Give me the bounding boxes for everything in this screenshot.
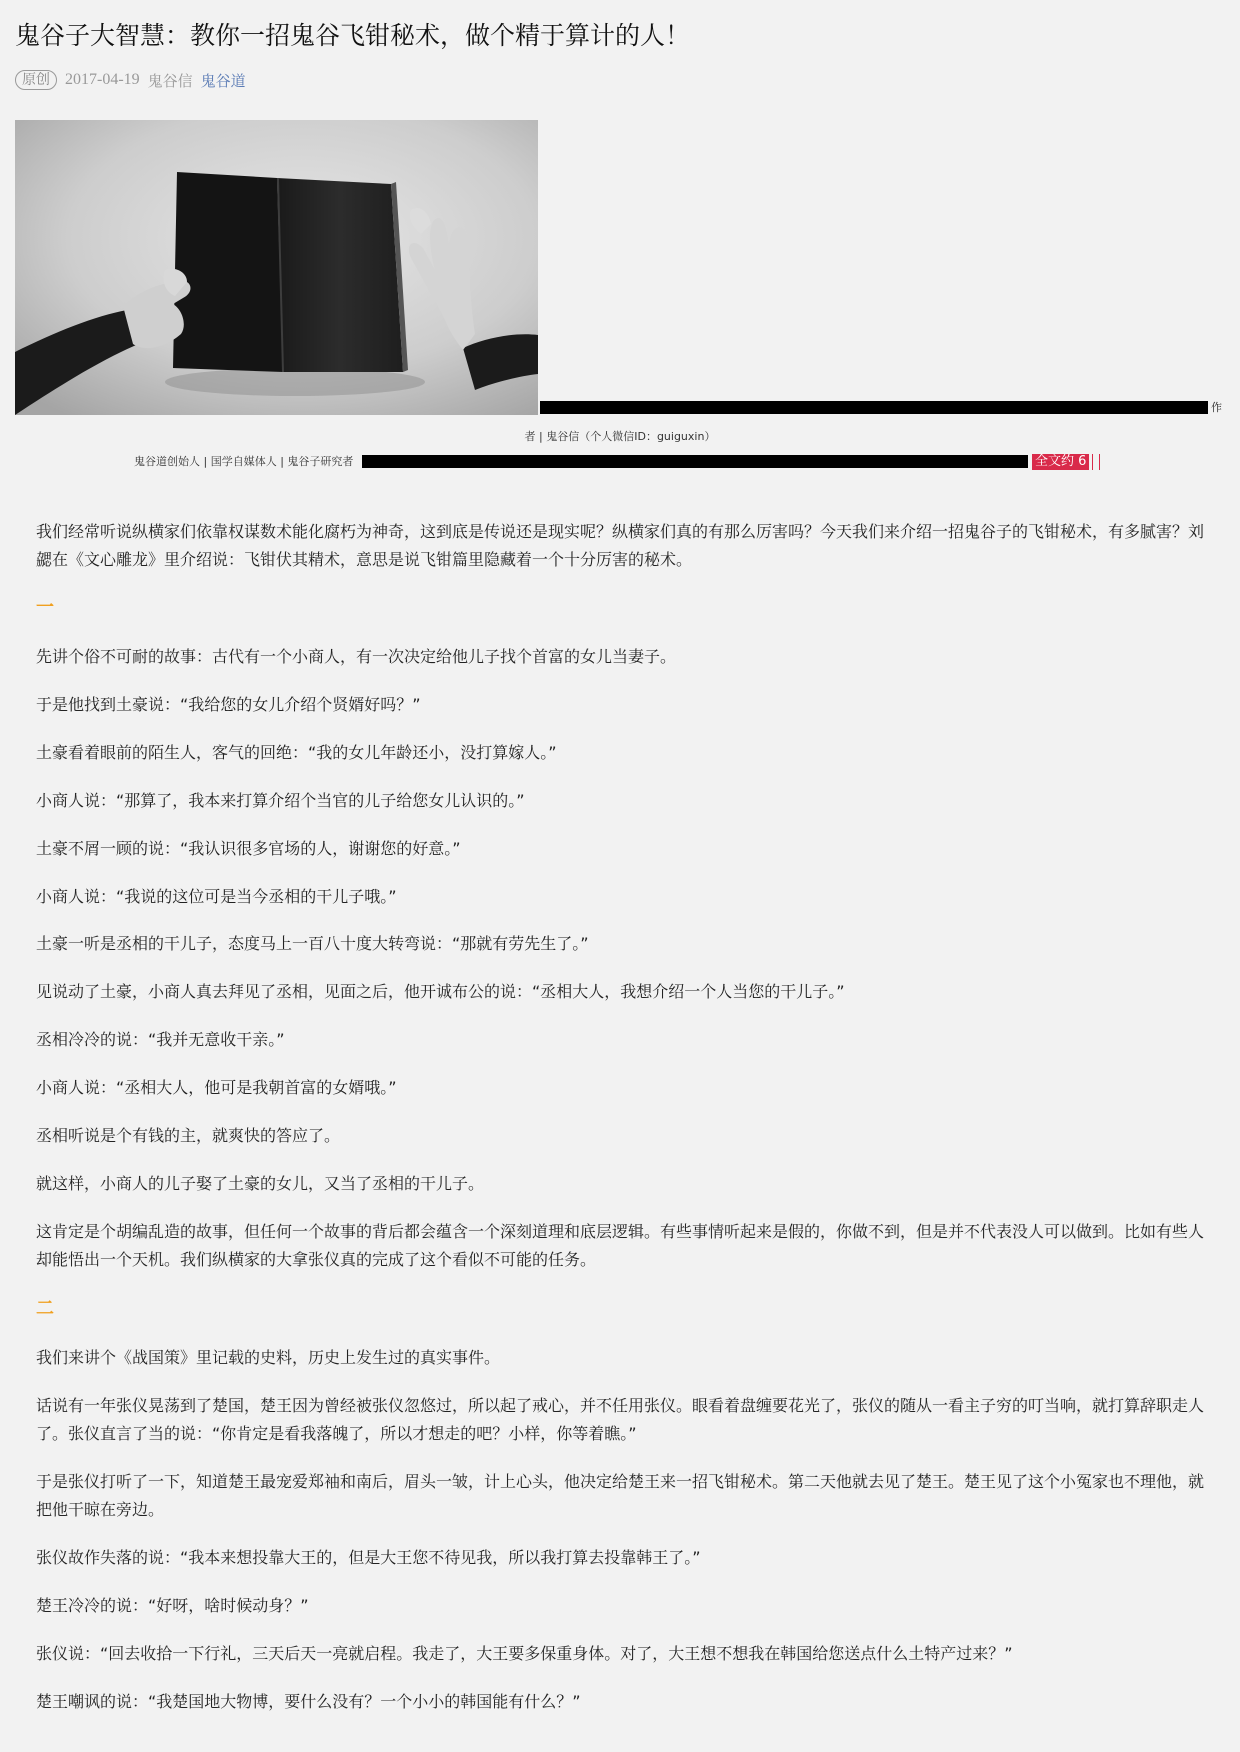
paragraph: 先讲个俗不可耐的故事：古代有一个小商人，有一次决定给他儿子找个首富的女儿当妻子。 [36, 647, 677, 666]
paragraph: 丞相冷冷的说：“我并无意收干亲。” [36, 1030, 285, 1049]
paragraph: 土豪看着眼前的陌生人，客气的回绝：“我的女儿年龄还小，没打算嫁人。” [36, 743, 557, 762]
paragraph: 丞相听说是个有钱的主，就爽快的答应了。 [36, 1126, 341, 1145]
article-title: 鬼谷子大智慧：教你一招鬼谷飞钳秘术，做个精于算计的人！ [15, 21, 691, 50]
paragraph: 土豪一听是丞相的干儿子，态度马上一百八十度大转弯说：“那就有劳先生了。” [36, 934, 589, 953]
paragraph: 见说动了土豪，小商人真去拜见了丞相，见面之后，他开诚布公的说：“丞相大人，我想介绍一个人当您的干儿子。” [36, 982, 845, 1001]
publish-date: 2017-04-19 [65, 71, 140, 88]
paragraph: 话说有一年张仪晃荡到了楚国，楚王因为曾经被张仪忽悠过，所以起了戒心，并不任用张仪。眼看着盘缠要花光了，张仪的随从一看主子穷的叮当响，就打算辞职走人了。张仪直言了当的说：“你肯定是看我落魄了，所以才想走的吧？小样，你等着瞧。” [36, 1396, 1205, 1443]
paragraph: 于是他找到土豪说：“我给您的女儿介绍个贤婿好吗？” [36, 695, 421, 714]
account-link[interactable]: 鬼谷道 [200, 71, 246, 90]
article-meta [15, 68, 246, 92]
paragraph: 于是张仪打听了一下，知道楚王最宠爱郑袖和南后，眉头一皱，计上心头，他决定给楚王来一招飞钳秘术。第二天他就去见了楚王。楚王见了这个小冤家也不理他，就把他干晾在旁边。 [36, 1472, 1205, 1519]
paragraph: 小商人说：“那算了，我本来打算介绍个当官的儿子给您女儿认识的。” [36, 791, 525, 810]
paragraph: 张仪说：“回去收拾一下行礼，三天后天一亮就启程。我走了，大王要多保重身体。对了，大王想不想我在韩国给您送点什么土特产过来？” [36, 1644, 1013, 1663]
paragraph: 就这样，小商人的儿子娶了土豪的女儿，又当了丞相的干儿子。 [36, 1174, 485, 1193]
redaction-bar-2 [362, 455, 1028, 468]
section-number-one: 一 [36, 597, 54, 618]
paragraph: 楚王嘲讽的说：“我楚国地大物博，要什么没有？一个小小的韩国能有什么？” [36, 1692, 581, 1711]
original-badge: 原创 [15, 70, 57, 90]
paragraph: 这肯定是个胡编乱造的故事，但任何一个故事的背后都会蕴含一个深刻道理和底层逻辑。有些事情听起来是假的，你做不到，但是并不代表没人可以做到。比如有些人却能悟出一个天机。我们纵横家的大拿张仪真的完成了这个看似不可能的任务。 [36, 1222, 1205, 1269]
paragraph: 小商人说：“我说的这位可是当今丞相的干儿子哦。” [36, 887, 397, 906]
paragraph: 张仪故作失落的说：“我本来想投靠大王的，但是大王您不待见我，所以我打算去投靠韩王了。” [36, 1548, 701, 1567]
paragraph: 我们经常听说纵横家们依靠权谋数术能化腐朽为神奇，这到底是传说还是现实呢？纵横家们真的有那么厉害吗？今天我们来介绍一招鬼谷子的飞钳秘术，有多腻害？刘勰在《文心雕龙》里介绍说：飞钳伏其精术，意思是说飞钳篇里隐藏着一个十分厉害的秘术。 [36, 522, 1205, 569]
caption-fragment: 作 [1211, 401, 1222, 414]
word-count-badge: 全文约 6 [1032, 454, 1089, 470]
paragraph: 土豪不屑一顾的说：“我认识很多官场的人，谢谢您的好意。” [36, 839, 461, 858]
article-photo [15, 120, 538, 415]
redaction-bar [540, 401, 1208, 414]
paragraph: 我们来讲个《战国策》里记载的史料，历史上发生过的真实事件。 [36, 1348, 501, 1367]
hands-holding-book-image [15, 120, 538, 415]
paragraph: 小商人说：“丞相大人，他可是我朝首富的女婿哦。” [36, 1078, 397, 1097]
section-number-two: 二 [36, 1298, 54, 1319]
author-name: 鬼谷信 [147, 71, 193, 90]
author-caption: 者 | 鬼谷信（个人微信ID：guiguxin） [524, 430, 716, 443]
author-roles: 鬼谷道创始人 | 国学自媒体人 | 鬼谷子研究者 [134, 455, 354, 468]
badge-edge-marks [1092, 454, 1100, 470]
paragraph: 楚王冷冷的说：“好呀，啥时候动身？” [36, 1596, 309, 1615]
